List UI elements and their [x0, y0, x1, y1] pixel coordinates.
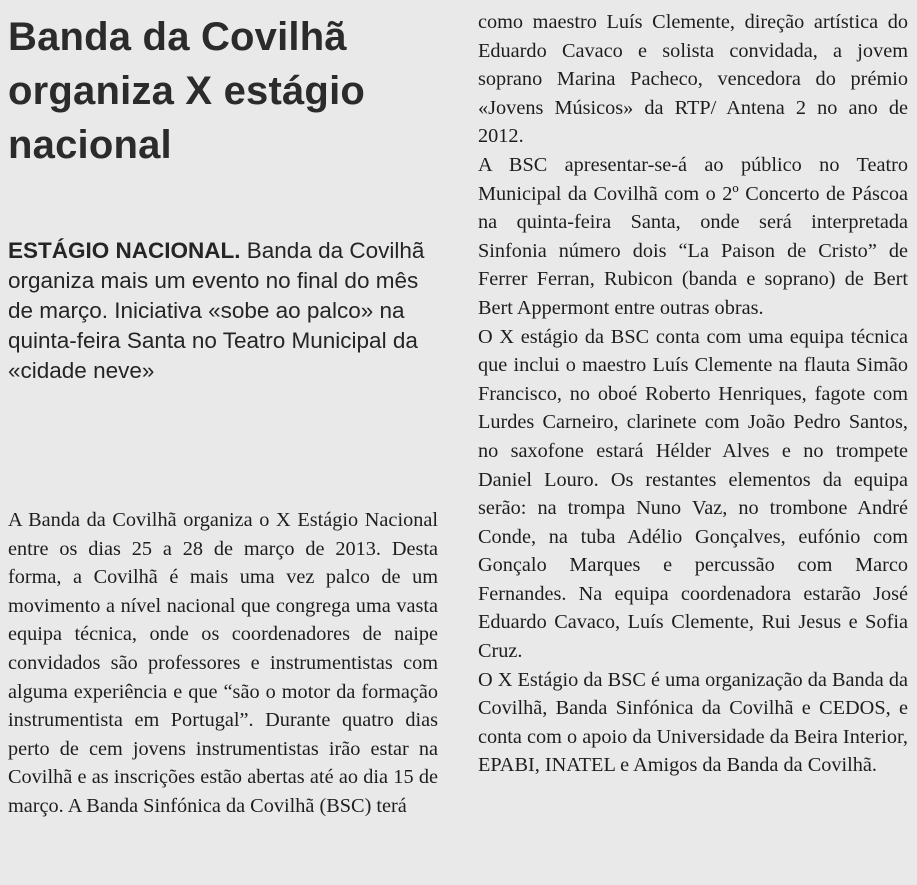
body-paragraph-1: A Banda da Covilhã organiza o X Estágio Nacional entre os dias 25 a 28 de março de 2013. Desta forma, a Covilhã é mais uma vez palco de um movimento a nível nacional que congrega uma vasta equipa técnica, onde os coordenadores de naipe convidados são professores e instrumentistas com alguma experiência e que “são o motor da formação instrumentista em Portugal”. Durante quatro dias perto de cem jovens instrumentistas irão estar na Covilhã e as inscrições estão abertas até ao dia 15 de março. A Banda Sinfónica da Covilhã (BSC) terá [8, 509, 438, 817]
right-column [478, 8, 908, 780]
body-paragraph-2: como maestro Luís Clemente, direção artística do Eduardo Cavaco e solista convidada, a jovem soprano Marina Pacheco, vencedora do prémio «Jovens Músicos» da RTP/ Antena 2 no ano de 2012. [478, 11, 908, 148]
body-paragraph-3: A BSC apresentar-se-á ao público no Teatro Municipal da Covilhã com o 2º Concerto de Páscoa na quinta-feira Santa, onde será interpretada Sinfonia número dois “La Paison de Cristo” de Ferrer Ferran, Rubicon (banda e soprano) de Bert Bert Appermont entre outras obras. [478, 153, 908, 319]
lead-paragraph [8, 236, 428, 386]
lead-text: Banda da Covilhã organiza mais um evento no final do mês de março. Iniciativa «sobe ao palco» na quinta-feira Santa no Teatro Municipal da «cidade neve» [8, 238, 425, 383]
headline: Banda da Covilhã organiza X estágio nacional [8, 15, 366, 167]
body-paragraph-5: O X Estágio da BSC é uma organização da Banda da Covilhã, Banda Sinfónica da Covilhã e CEDOS, e conta com o apoio da Universidade da Beira Interior, EPABI, INATEL e Amigos da Banda da Covilhã. [478, 668, 909, 777]
lead-kicker: ESTÁGIO NACIONAL. [8, 238, 241, 263]
body-paragraph-4: O X estágio da BSC conta com uma equipa técnica que inclui o maestro Luís Clemente na flauta Simão Francisco, no oboé Roberto Henriques, fagote com Lurdes Carneiro, clarinete com João Pedro Santos, no saxofone estará Hélder Alves e no trompete Daniel Louro. Os restantes elementos da equipa serão: na trompa Nuno Vaz, no trombone André Conde, na tuba Adélio Gonçalves, eufónio com Gonçalo Marques e percussão com Marco Fernandes. Na equipa coordenadora estarão José Eduardo Cavaco, Luís Clemente, Rui Jesus e Sofia Cruz. [478, 325, 908, 663]
left-column [8, 0, 438, 817]
